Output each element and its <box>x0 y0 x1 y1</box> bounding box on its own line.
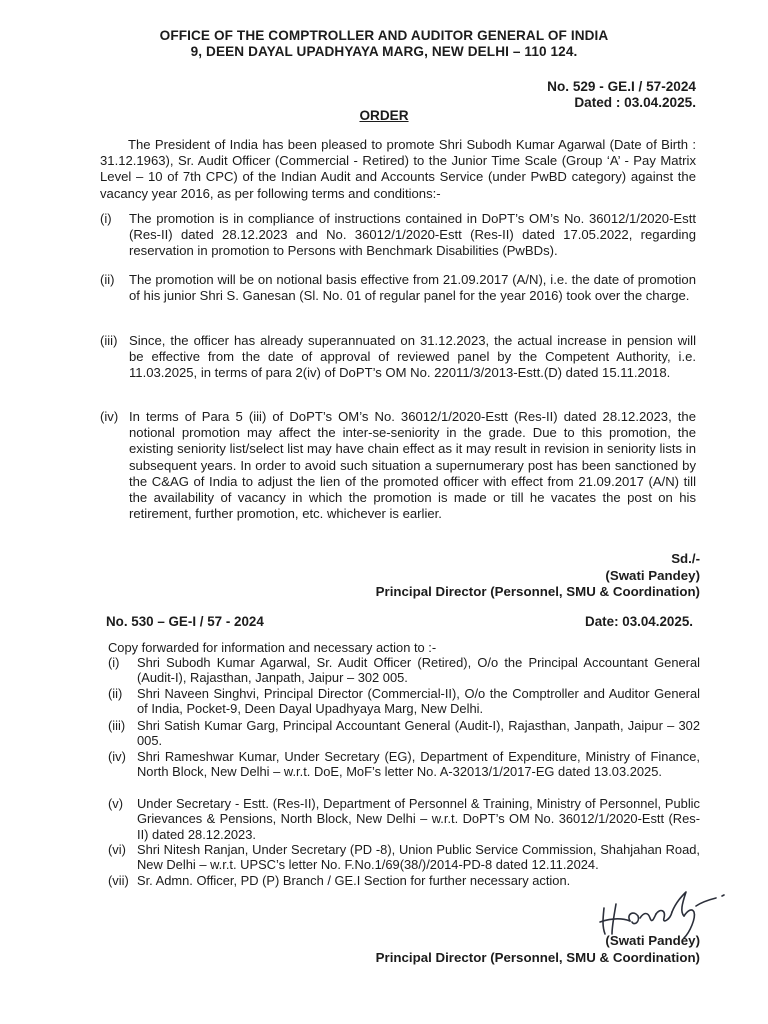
recipient-number: (vi) <box>108 842 126 857</box>
condition-text: The promotion will be on notional basis effective from 21.09.2017 (A/N), i.e. the date of promotion of his junior Shri S. Ganesan (Sl. No. 01 of regular panel for the year 2016) took over the charge. <box>129 272 696 304</box>
recipient-text: Shri Satish Kumar Garg, Principal Accountant General (Audit-I), Rajasthan, Janpath, Jaipur – 302 005. <box>137 718 700 749</box>
condition-number: (i) <box>100 211 112 226</box>
recipient-number: (ii) <box>108 686 123 701</box>
signatory-designation: Principal Director (Personnel, SMU & Coordination) <box>375 949 700 965</box>
copy-intro: Copy forwarded for information and necessary action to :- <box>108 640 437 655</box>
copy-date: Date: 03.04.2025. <box>585 614 693 629</box>
order-date: Dated : 03.04.2025. <box>574 95 696 110</box>
recipient-text: Under Secretary - Estt. (Res-II), Department of Personnel & Training, Ministry of Personnel, Public Grievances & Pensions, North Block, New Delhi – w.r.t. DoPT’s OM No. 36012/1/2020-Estt (Res-II) dated 28.12.2023. <box>137 796 700 842</box>
intro-paragraph: The President of India has been pleased to promote Shri Subodh Kumar Agarwal (Date of Birth : 31.12.1963), Sr. Audit Officer (Commercial - Retired) to the Junior Time Scale (Group ‘A’ - Pay Matrix Level – 10 of 7th CPC) of the Indian Audit and Accounts Service (under PwBD category) against the vacancy year 2016, as per following terms and conditions:- <box>100 137 696 201</box>
signatory-name: (Swati Pandey) <box>605 933 700 948</box>
condition-number: (iv) <box>100 409 119 424</box>
signature-block-2 <box>376 933 700 966</box>
condition-number: (iii) <box>100 333 118 348</box>
signatory-name: (Swati Pandey) <box>605 567 700 583</box>
condition-number: (ii) <box>100 272 115 287</box>
office-name: OFFICE OF THE COMPTROLLER AND AUDITOR GENERAL OF INDIA <box>159 28 609 43</box>
recipient-number: (v) <box>108 796 124 811</box>
recipient-text: Shri Naveen Singhvi, Principal Director (Commercial-II), O/o the Comptroller and Auditor General of India, Pocket-9, Deen Dayal Upadhyaya Marg, New Delhi. <box>137 686 700 717</box>
order-title-text: ORDER <box>359 108 409 123</box>
recipient-number: (vii) <box>108 873 129 888</box>
copy-number: No. 530 – GE-I / 57 - 2024 <box>106 614 264 629</box>
recipient-text: Sr. Admn. Officer, PD (P) Branch / GE.I Section for further necessary action. <box>137 873 571 888</box>
recipient-number: (iii) <box>108 718 126 733</box>
recipient-text: Shri Subodh Kumar Agarwal, Sr. Audit Officer (Retired), O/o the Principal Accountant General (Audit-I), Rajasthan, Janpath, Jaipur – 302 005. <box>137 655 700 686</box>
condition-text: Since, the officer has already superannuated on 31.12.2023, the actual increase in pension will be effective from the date of approval of reviewed panel by the Competent Authority, i.e. 11.03.2025, in terms of para 2(iv) of DoPT’s OM No. 22011/3/2013-Estt.(D) dated 15.11.2018. <box>129 333 696 381</box>
condition-text: The promotion is in compliance of instructions contained in DoPT’s OM’s No. 36012/1/2020-Estt (Res-II) dated 28.12.2023 and No. 36012/1/2020-Estt (Res-II) dated 17.05.2022, regarding reservation in promotion to Persons with Benchmark Disabilities (PwBDs). <box>129 211 696 259</box>
office-address: 9, DEEN DAYAL UPADHYAYA MARG, NEW DELHI – 110 124. <box>190 44 578 59</box>
recipient-text: Shri Nitesh Ranjan, Under Secretary (PD -8), Union Public Service Commission, Shahjahan Road, New Delhi – w.r.t. UPSC’s letter No. F.No.1/69(38/)/2014-PD-8 dated 12.11.2024. <box>137 842 700 873</box>
sd-mark: Sd./- <box>671 551 700 566</box>
order-title <box>0 108 768 123</box>
recipient-number: (iv) <box>108 749 126 764</box>
signatory-designation: Principal Director (Personnel, SMU & Coordination) <box>375 584 700 599</box>
recipient-number: (i) <box>108 655 120 670</box>
recipient-text: Shri Rameshwar Kumar, Under Secretary (EG), Department of Expenditure, Ministry of Finance, North Block, New Delhi – w.r.t. DoE, MoF’s letter No. A-32013/1/2017-EG dated 13.03.2025. <box>137 749 700 780</box>
condition-text: In terms of Para 5 (iii) of DoPT’s OM’s No. 36012/1/2020-Estt (Res-II) dated 28.12.2023, the notional promotion may affect the inter-se-seniority in the grade. Due to this promotion, the existing seniority list/select list may have chain effect as it may result in revision in seniority lists in subsequent years. In order to avoid such situation a supernumerary post has been sanctioned by the C&AG of India to adjust the lien of the promoted officer with effect from 21.09.2017 (A/N) till the availability of vacancy in which the promotion is made or till he vacates the post on his retirement, further promotion, etc. whichever is earlier. <box>129 409 696 522</box>
signature-block-1 <box>376 551 700 601</box>
order-number: No. 529 - GE.I / 57-2024 <box>547 79 696 94</box>
